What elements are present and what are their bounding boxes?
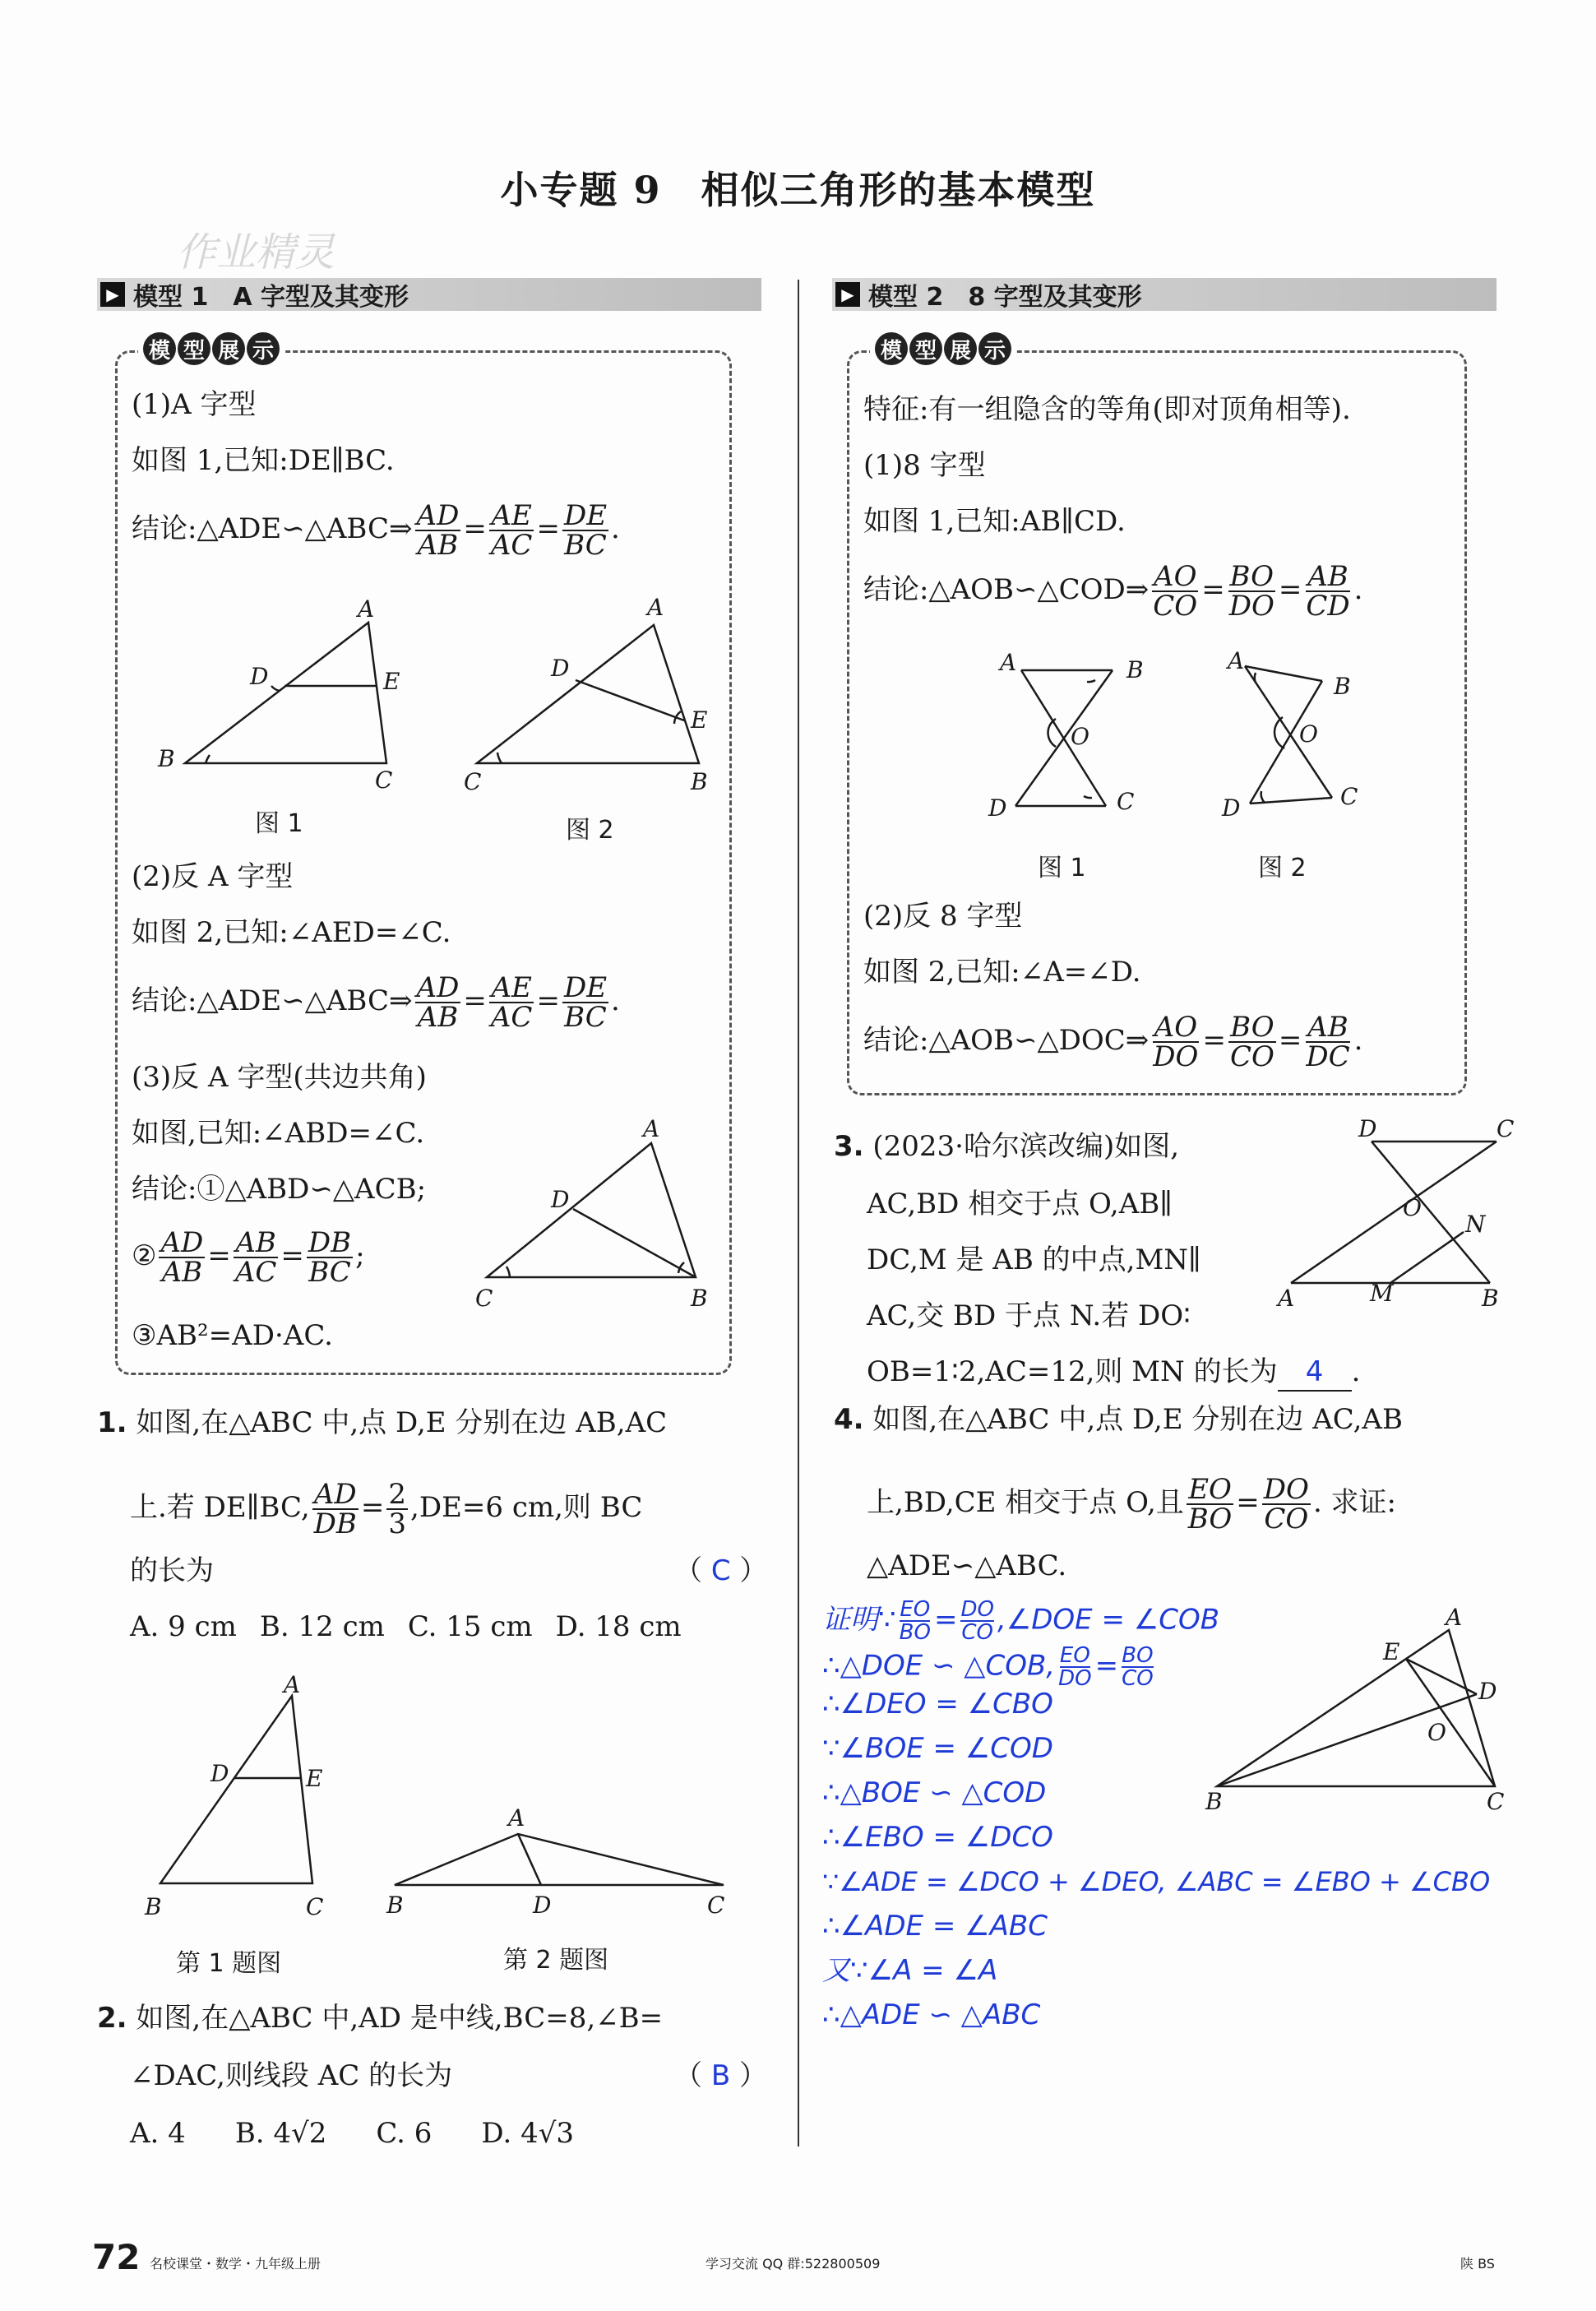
text-line: (2)反 8 字型 (863, 900, 1023, 933)
figure-caption: 第 2 题图 (503, 1946, 609, 1975)
label-a: A (647, 594, 664, 621)
label-e: E (383, 668, 400, 695)
figures-8-shape (970, 641, 1398, 847)
svg-text:E: E (1383, 1638, 1400, 1665)
svg-text:O: O (1403, 1194, 1422, 1221)
figure-caption: 图 1 (1038, 854, 1086, 882)
svg-text:B: B (691, 1285, 708, 1312)
play-icon: ▶ (835, 282, 860, 307)
svg-text:A: A (1278, 1285, 1295, 1312)
svg-text:D: D (210, 1760, 229, 1787)
svg-text:B: B (145, 1893, 162, 1920)
svg-text:O: O (1071, 723, 1089, 750)
label-c: C (464, 768, 482, 795)
text-line: 如图,已知:∠ABD=∠C. (132, 1117, 425, 1150)
label-b: B (691, 768, 708, 795)
book-title: 名校课堂・数学・九年级上册 (150, 2256, 322, 2272)
svg-text:A: A (284, 1671, 301, 1698)
label-d: D (551, 655, 570, 682)
section-header-model-1 (97, 278, 761, 311)
question-4-line: 上,BD,CE 相交于点 O,且 $\frac{EO}{BO}$ = $\frac{DO}{CO}$ . 求证: (867, 1473, 1397, 1535)
question-3-line: DC,M 是 AB 的中点,MN∥ (867, 1243, 1201, 1276)
figure-caption: 图 2 (1258, 854, 1307, 882)
answer-value: C (710, 1554, 731, 1587)
text-line: (3)反 A 字型(共边共角) (132, 1061, 427, 1094)
svg-text:D: D (533, 1892, 552, 1919)
proof-line: 证明∵ $\frac{EO}{BO}$ = $\frac{DO}{CO}$ ,∠DOE = ∠COB (822, 1597, 1220, 1645)
svg-text:N: N (1465, 1211, 1486, 1238)
svg-text:A: A (1000, 649, 1017, 676)
model-display-tag: 模 型 展 示 (870, 332, 1016, 365)
svg-text:D: D (988, 794, 1007, 822)
label-e: E (691, 706, 708, 734)
text-line: 如图 2,已知:∠A=∠D. (863, 956, 1141, 989)
proof-line: ∵∠ADE = ∠DCO + ∠DEO, ∠ABC = ∠EBO + ∠CBO (822, 1866, 1491, 1897)
question-3-line: AC,交 BD 于点 N.若 DO∶ (867, 1299, 1191, 1332)
svg-text:O: O (1427, 1719, 1446, 1746)
svg-text:C: C (1487, 1788, 1505, 1815)
proof-line: ∴△BOE ∽ △COD (822, 1776, 1047, 1809)
text-line: (1)A 字型 (132, 388, 257, 421)
svg-text:B: B (1482, 1285, 1499, 1312)
label-b: B (158, 745, 175, 772)
proof-line: ∴△ADE ∽ △ABC (822, 1998, 1041, 2031)
section-header-model-2 (832, 278, 1497, 311)
options-row: A. 4 B. 4√2 C. 6 D. 4√3 (130, 2117, 574, 2150)
text-line: 如图 1,已知:DE∥BC. (132, 444, 395, 477)
svg-text:E: E (306, 1765, 323, 1792)
label-a: A (358, 595, 375, 623)
svg-text:A: A (643, 1118, 660, 1142)
figure-q4 (1200, 1604, 1529, 1826)
section-label: 模型 2 8 字型及其变形 (868, 283, 1142, 312)
options-row: A. 9 cm B. 12 cm C. 15 cm D. 18 cm (130, 1610, 682, 1643)
question-2-line: 2. 如图,在△ABC 中,AD 是中线,BC=8,∠B= (97, 2002, 664, 2035)
label-c: C (375, 766, 393, 794)
label-d: D (250, 663, 269, 690)
svg-text:D: D (1222, 794, 1241, 822)
svg-text:C: C (707, 1892, 725, 1919)
answer-value: 4 (1305, 1355, 1324, 1388)
svg-text:C: C (1117, 788, 1135, 815)
svg-text:B: B (1205, 1788, 1223, 1815)
svg-text:O: O (1299, 720, 1318, 748)
svg-text:A: A (508, 1804, 525, 1832)
model-display-tag: 模 型 展 示 (138, 332, 285, 365)
figures-a-shape (148, 584, 740, 831)
svg-text:B: B (1126, 656, 1144, 683)
proof-line: ∴∠DEO = ∠CBO (822, 1688, 1053, 1721)
question-4-line: 4. 如图,在△ABC 中,点 D,E 分别在边 AC,AB (834, 1403, 1403, 1436)
conclusion-line: 结论:△ADE∽△ABC⇒ $\frac{AD}{AB}$ = $\frac{AE}{AC}$ = $\frac{DE}{BC}$ . (132, 499, 620, 562)
play-icon: ▶ (100, 282, 125, 307)
text-line: 如图 1,已知:AB∥CD. (863, 505, 1126, 538)
proof-line: 又∵∠A = ∠A (822, 1954, 998, 1987)
svg-text:C: C (306, 1893, 324, 1920)
svg-text:A: A (1228, 647, 1245, 674)
proof-line: ∴△DOE ∽ △COB, $\frac{EO}{DO}$ = $\frac{BO}{CO}$ (822, 1643, 1154, 1691)
svg-text:C: C (1497, 1118, 1515, 1142)
conclusion-line: 结论:△AOB∽△COD⇒ $\frac{AO}{CO}$ = $\frac{BO}{DO}$ = $\frac{AB}{CD}$ . (863, 560, 1363, 623)
question-1-line: 的长为 (130, 1554, 214, 1587)
svg-text:C: C (1340, 783, 1358, 810)
text-line: 特征:有一组隐含的等角(即对顶角相等). (863, 393, 1351, 426)
conclusion-line: 结论:△ADE∽△ABC⇒ $\frac{AD}{AB}$ = $\frac{AE}{AC}$ = $\frac{DE}{BC}$ . (132, 971, 620, 1034)
figure-q3 (1274, 1118, 1521, 1316)
svg-text:B: B (386, 1892, 404, 1919)
proof-line: ∴∠EBO = ∠DCO (822, 1821, 1053, 1854)
page-number: 72 (92, 2237, 141, 2277)
edition: 陕 BS (1460, 2256, 1495, 2272)
question-3-line: 3. (2023·哈尔滨改编)如图, (834, 1130, 1180, 1163)
question-3-line: AC,BD 相交于点 O,AB∥ (867, 1188, 1173, 1220)
proof-line: ∵∠BOE = ∠COD (822, 1732, 1053, 1765)
answer-bracket: （ C ） (674, 1554, 768, 1587)
figure-caption: 第 1 题图 (176, 1949, 282, 1978)
qq-group: 学习交流 QQ 群:522800509 (705, 2256, 881, 2272)
svg-text:D: D (1478, 1678, 1497, 1705)
text-line: (2)反 A 字型 (132, 860, 294, 893)
page-title: 小专题 9 相似三角形的基本模型 (500, 168, 1096, 212)
answer-bracket: （ B ） (674, 2059, 767, 2092)
svg-text:A: A (1446, 1604, 1463, 1631)
column-divider (798, 280, 799, 2147)
question-1-line: 上.若 DE∥BC, $\frac{AD}{DB}$ = $\frac{2}{3}$ ,DE=6 cm,则 BC (130, 1478, 643, 1540)
figure-caption: 图 1 (255, 809, 303, 838)
svg-text:C: C (475, 1285, 493, 1312)
question-4-line: △ADE∽△ABC. (867, 1549, 1067, 1582)
question-3-line: OB=1∶2,AC=12,则 MN 的长为 4 . (867, 1354, 1360, 1392)
question-2-line: ∠DAC,则线段 AC 的长为 (130, 2059, 453, 2092)
answer-value: B (710, 2059, 731, 2092)
watermark: 作业精灵 (177, 229, 335, 276)
text-line: (1)8 字型 (863, 449, 986, 482)
conclusion-line: 结论:△AOB∽△DOC⇒ $\frac{AO}{DO}$ = $\frac{BO}{CO}$ = $\frac{AB}{DC}$ . (863, 1011, 1363, 1073)
svg-text:D: D (1358, 1118, 1377, 1142)
proof-line: ∴∠ADE = ∠ABC (822, 1910, 1048, 1943)
figure-common-side (469, 1118, 732, 1316)
section-label: 模型 1 A 字型及其变形 (133, 283, 409, 312)
figures-q1-q2 (132, 1661, 756, 1941)
svg-text:B: B (1334, 673, 1351, 700)
svg-text:D: D (551, 1186, 570, 1213)
text-line: 结论:①△ABD∽△ACB; (132, 1173, 427, 1206)
conclusion-line: ② $\frac{AD}{AB}$ = $\frac{AB}{AC}$ = $\frac{DB}{BC}$ ; (132, 1226, 365, 1289)
svg-text:M: M (1370, 1280, 1394, 1307)
text-line: 如图 2,已知:∠AED=∠C. (132, 916, 451, 949)
question-1-line: 1. 如图,在△ABC 中,点 D,E 分别在边 AB,AC (97, 1406, 668, 1439)
text-line: ③AB²=AD·AC. (132, 1319, 333, 1352)
figure-caption: 图 2 (566, 816, 614, 845)
